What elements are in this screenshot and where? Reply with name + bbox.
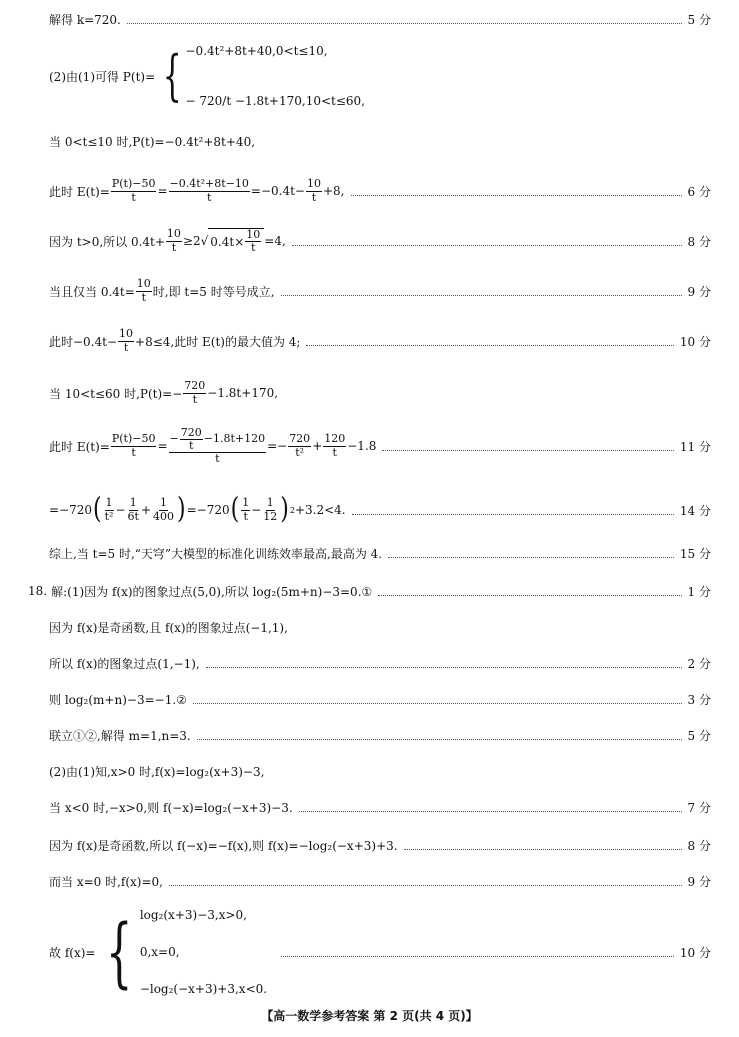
line-content [49, 228, 286, 254]
answer-line [49, 796, 711, 818]
fraction [180, 427, 203, 452]
dot-leader [169, 885, 682, 886]
answer-line [49, 542, 711, 564]
text: =−720 [186, 503, 230, 517]
numerator: −0.4t²+8t−10 [169, 177, 249, 191]
line-text: (2)由(1)知,x>0 时,f(x)=log₂(x+3)−3, [49, 764, 265, 779]
cases [140, 908, 267, 996]
answer-line [49, 834, 711, 856]
score: 3 分 [687, 692, 711, 707]
answer-line [49, 326, 711, 356]
text: +3.2<4. [294, 503, 346, 517]
denominator: t [332, 445, 337, 459]
fraction [111, 433, 157, 458]
fraction [127, 497, 140, 522]
text: + [312, 439, 323, 453]
fraction [306, 178, 322, 203]
dot-leader [197, 739, 682, 740]
answer-line [49, 724, 711, 746]
line-text: 当 x<0 时,−x>0,则 f(−x)=log₂(−x+3)−3. [49, 800, 293, 815]
denominator: t [251, 241, 256, 254]
denominator: 12 [263, 509, 278, 523]
answer-line [49, 130, 711, 152]
score: 6 分 [687, 184, 711, 199]
denominator: t [189, 438, 194, 452]
denominator: t² [295, 445, 305, 459]
fraction [166, 228, 182, 253]
text: ≥2 [182, 234, 201, 248]
numerator: 10 [136, 277, 151, 291]
question-number: 18. [28, 584, 48, 598]
question-18-line [28, 580, 711, 602]
case-1: −0.4t²+8t+40,0<t≤10, [185, 44, 328, 58]
paren: ) [280, 493, 289, 526]
numerator: 720 [289, 432, 311, 446]
dot-leader [193, 703, 682, 704]
denominator: t [243, 509, 248, 523]
numerator: 10 [119, 327, 134, 341]
dot-leader [281, 295, 682, 296]
line-content [49, 380, 278, 405]
numerator: P(t)−50 [111, 177, 156, 191]
fraction [183, 380, 206, 405]
text: −1.8 [347, 439, 377, 453]
answer-line [49, 8, 711, 30]
dot-leader [382, 450, 674, 451]
line-content: 此时 E(t)= $\frac{P(t)-50}{t}$ = $\frac{\text{−0.4t²+8t−10}}{t}$ =−0.4t− $\frac{10}{t}$ +8, [49, 177, 345, 204]
line-text: 因为 f(x)是奇函数,且 f(x)的图象过点(−1,1), [49, 620, 288, 635]
score: 8 分 [687, 838, 711, 853]
denominator: t [131, 445, 136, 459]
fraction [111, 178, 157, 203]
line-text: 联立①②,解得 m=1,n=3. [49, 728, 191, 743]
answer-line [49, 276, 711, 306]
fraction [169, 427, 267, 465]
numerator: 1 [242, 496, 250, 510]
answer-line [49, 424, 711, 468]
fraction [262, 497, 278, 522]
answer-line [49, 760, 711, 782]
line-text: 综上,当 t=5 时,“天穹”大模型的标准化训练效率最高,最高为 4. [49, 546, 383, 561]
dot-leader [127, 23, 682, 24]
line-content: 此时 E(t)= $\frac{P(t)-50}{t}$ = − $\frac{720}{t}$ −1.8t+120 t =− $\frac{720}{\text{t²}}$ + $\frac{120}{t}$ −1.8 [49, 425, 377, 466]
paren: ) [177, 493, 186, 526]
numerator: 10 [246, 227, 261, 241]
answer-line [49, 652, 711, 674]
line-text: 所以 f(x)的图象过点(1,−1), [49, 656, 200, 671]
numerator: 120 [324, 432, 346, 446]
score: 14 分 [679, 503, 711, 518]
dot-leader [388, 557, 674, 558]
answer-line [49, 870, 711, 892]
denominator: t [215, 452, 220, 466]
line-content: =−720 ( $\frac{1}{\text{t²}}$ − $\frac{1}{6t}$ + $\frac{1}{400}$ ) =−720 ( $\frac{1}{t}$ − $\frac{1}{12}$ ) 2 +3.2<4. [49, 493, 346, 526]
denominator: t² [104, 509, 114, 523]
score: 7 分 [687, 800, 711, 815]
case-2: − 720/t −1.8t+170,10<t≤60, [185, 94, 365, 108]
text: 此时−0.4t− [49, 334, 118, 349]
text: −1.8t+120 [203, 432, 266, 446]
score: 2 分 [687, 656, 711, 671]
fraction [288, 433, 311, 458]
text: =− [267, 439, 288, 453]
text: −1.8t+170, [207, 386, 279, 400]
text: =4, [264, 234, 286, 248]
score: 10 分 [679, 945, 711, 960]
cases [186, 44, 365, 108]
fraction [323, 433, 346, 458]
brace: { [106, 907, 133, 996]
line-text: 解:(1)因为 f(x)的图象过点(5,0),所以 log₂(5m+n)−3=0.① [51, 584, 373, 599]
line-text: 解得 k=720. [49, 12, 121, 27]
text: =−720 [49, 503, 93, 517]
answer-line [49, 494, 711, 526]
numerator: 1 [266, 496, 274, 510]
answer-line [49, 176, 711, 206]
numerator: 10 [166, 227, 181, 241]
text: 0.4t× [210, 234, 245, 249]
denominator: 6t [127, 509, 139, 523]
piecewise-p [49, 44, 365, 108]
case-3: −log₂(−x+3)+3,x<0. [139, 982, 268, 996]
piecewise-f [49, 908, 711, 996]
dot-leader [292, 245, 682, 246]
numerator: P(t)−50 [111, 432, 156, 446]
dot-leader [281, 956, 674, 957]
exponent: 2 [289, 505, 295, 515]
score: 1 分 [687, 584, 711, 599]
score: 11 分 [679, 439, 711, 454]
line-content [49, 278, 275, 303]
text: =−0.4t− [250, 184, 305, 198]
text: − [169, 432, 179, 446]
text: 时,即 t=5 时等号成立, [152, 284, 275, 299]
case-1: log₂(x+3)−3,x>0, [139, 908, 247, 922]
numerator: 720 [184, 379, 206, 393]
line-text: (2)由(1)可得 P(t)= [49, 69, 156, 84]
text: 此时 E(t)= [49, 184, 110, 199]
text: 因为 t>0,所以 0.4t+ [49, 234, 165, 249]
score: 8 分 [687, 234, 711, 249]
numerator [169, 427, 267, 453]
answer-line [49, 226, 711, 256]
dot-leader [352, 514, 674, 515]
denominator: t [207, 190, 212, 204]
denominator: t [131, 190, 136, 204]
line-text: 当 0<t≤10 时,P(t)=−0.4t²+8t+40, [49, 134, 256, 149]
paren: ( [230, 493, 240, 526]
fraction [136, 278, 152, 303]
score: 5 分 [687, 12, 711, 27]
line-text: 则 log₂(m+n)−3=−1.② [49, 692, 187, 707]
fraction [241, 497, 250, 522]
numerator: 1 [105, 496, 113, 510]
score: 5 分 [687, 728, 711, 743]
case-2: 0,x=0, [139, 945, 180, 959]
square-root: √ 0.4t× $\frac{10}{t}$ [201, 228, 265, 254]
numerator: 1 [129, 496, 137, 510]
fraction [152, 497, 175, 522]
dot-leader [306, 345, 673, 346]
score: 9 分 [687, 284, 711, 299]
numerator: 720 [180, 425, 202, 439]
text: +8≤4,此时 E(t)的最大值为 4; [135, 334, 301, 349]
denominator: t [123, 340, 129, 354]
text: 当且仅当 0.4t= [49, 284, 135, 299]
line-text: 因为 f(x)是奇函数,所以 f(−x)=−f(x),则 f(x)=−log₂(−x+3)+3. [49, 838, 398, 853]
paren: ( [93, 493, 102, 526]
dot-leader [206, 667, 682, 668]
text: 此时 E(t)= [49, 439, 110, 454]
line-content [49, 328, 300, 353]
dot-leader [404, 849, 682, 850]
fraction [104, 497, 115, 522]
dot-leader [299, 811, 682, 812]
answer-line [49, 688, 711, 710]
line-text: 而当 x=0 时,f(x)=0, [49, 874, 163, 889]
text: +8, [322, 184, 345, 198]
answer-line [49, 378, 711, 408]
denominator: 400 [153, 509, 174, 523]
text: 当 10<t≤60 时,P(t)=− [49, 386, 183, 401]
answer-line [49, 616, 711, 638]
line-text: 故 f(x)= [49, 945, 96, 960]
fraction [245, 229, 261, 254]
numerator: 10 [306, 177, 321, 191]
denominator: t [141, 290, 146, 304]
fraction [169, 178, 250, 203]
radicand [208, 228, 264, 254]
fraction [118, 328, 134, 353]
brace: { [162, 44, 182, 107]
dot-leader [378, 595, 681, 596]
score: 9 分 [687, 874, 711, 889]
denominator: t [171, 240, 177, 254]
score: 15 分 [679, 546, 711, 561]
denominator: t [192, 392, 197, 406]
denominator: t [311, 190, 317, 204]
dot-leader [351, 195, 682, 196]
numerator: 1 [160, 496, 167, 510]
score: 10 分 [679, 334, 711, 349]
page-footer: 【高一数学参考答案 第 2 页(共 4 页)】 [261, 1009, 478, 1023]
